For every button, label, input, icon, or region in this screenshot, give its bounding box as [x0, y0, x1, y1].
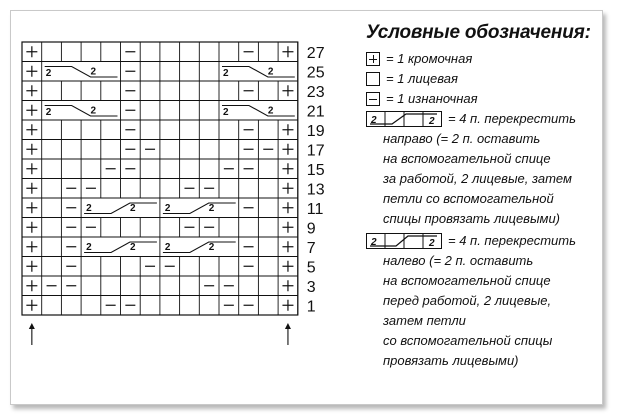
- legend-cable-left-line-1: налево (= 2 п. оставить: [383, 253, 534, 268]
- cable-digit: 2: [223, 68, 229, 79]
- legend-cable-left-line-3: перед работой, 2 лицевые,: [383, 293, 552, 308]
- cable-right-digit-left: 2: [371, 114, 377, 126]
- legend-cable-right-line-0: = 4 п. перекрестить: [448, 111, 576, 126]
- legend-cable-left-line-6: провязать лицевыми): [383, 353, 519, 368]
- legend-knit-stitch: [366, 69, 606, 89]
- cable-left-digit-left: 2: [371, 236, 377, 248]
- cable-digit: 2: [86, 241, 92, 253]
- cable-right-digit-right: 2: [429, 115, 435, 127]
- legend-cable-left-line-0: = 4 п. перекрестить: [448, 233, 576, 248]
- edge-stitch-symbol: [366, 52, 380, 66]
- cable-left-line: [163, 242, 236, 253]
- row-number: 23: [306, 83, 325, 101]
- cable-digit: 2: [164, 202, 171, 214]
- cable-right-line: [45, 106, 118, 117]
- row-number: 25: [306, 64, 325, 82]
- repeat-arrow-head: [285, 323, 291, 329]
- cable-digit: 2: [223, 107, 229, 118]
- cable-left-line: [84, 203, 157, 214]
- cable-right-symbol: [366, 111, 442, 128]
- row-number: 13: [306, 181, 325, 199]
- knit-stitch-symbol: [366, 72, 380, 86]
- row-number: 3: [306, 278, 316, 296]
- legend-cable-left-line-5: со вспомогательной спицы: [383, 333, 553, 348]
- legend-cable-right-line-4: петли со вспомогательной: [383, 191, 554, 206]
- row-number: 17: [306, 142, 325, 160]
- cable-digit: 2: [208, 202, 215, 214]
- legend-purl-stitch: [366, 89, 606, 109]
- legend-cable-right-line-2: на вспомогательной спице: [383, 151, 551, 166]
- legend-purl-text: = 1 изнаночная: [386, 91, 478, 106]
- cable-digit: 2: [129, 241, 136, 253]
- legend-cable-right-line-3: за работой, 2 лицевые, затем: [383, 171, 572, 186]
- cable-digit: 2: [90, 66, 97, 78]
- legend-cable-left: [366, 231, 606, 251]
- cable-digit: 2: [267, 105, 274, 117]
- cable-digit: 2: [86, 202, 92, 214]
- cable-right-line: [222, 67, 295, 78]
- cable-left-symbol: [366, 233, 442, 250]
- legend-edge-text: = 1 кромочная: [386, 51, 473, 66]
- cable-digit: 2: [267, 66, 274, 78]
- cable-left-line: [84, 242, 157, 253]
- row-number: 11: [306, 200, 324, 218]
- row-number: 15: [306, 161, 325, 179]
- cable-right-line: [45, 67, 118, 78]
- cable-digit: 2: [45, 68, 52, 79]
- row-number: 7: [306, 239, 316, 257]
- legend-cable-right: [366, 109, 606, 129]
- cable-left-digit-right: 2: [429, 237, 435, 249]
- repeat-arrow-head: [29, 323, 35, 329]
- cable-digit: 2: [129, 202, 136, 214]
- row-number: 5: [306, 259, 316, 277]
- row-number: 19: [306, 122, 325, 140]
- cable-digit: 2: [164, 241, 171, 253]
- cable-digit: 2: [45, 107, 52, 118]
- legend-edge-stitch: [366, 49, 606, 69]
- legend-knit-text: = 1 лицевая: [386, 71, 458, 86]
- row-number: 27: [306, 44, 325, 62]
- legend-cable-left-line-2: на вспомогательной спице: [383, 273, 551, 288]
- legend: [366, 22, 606, 371]
- cable-left-line: [163, 203, 236, 214]
- cable-digit: 2: [90, 105, 97, 117]
- row-number: 9: [306, 220, 316, 238]
- cable-right-line: [222, 106, 295, 117]
- legend-cable-right-line-5: спицы провязать лицевыми): [383, 211, 561, 226]
- row-number: 1: [306, 298, 316, 316]
- legend-title: Условные обозначения:: [366, 22, 591, 43]
- legend-cable-right-line-1: направо (= 2 п. оставить: [383, 131, 541, 146]
- row-number: 21: [306, 103, 325, 121]
- legend-cable-left-line-4: затем петли: [383, 313, 466, 328]
- cable-digit: 2: [208, 241, 215, 253]
- purl-stitch-symbol: [366, 92, 380, 106]
